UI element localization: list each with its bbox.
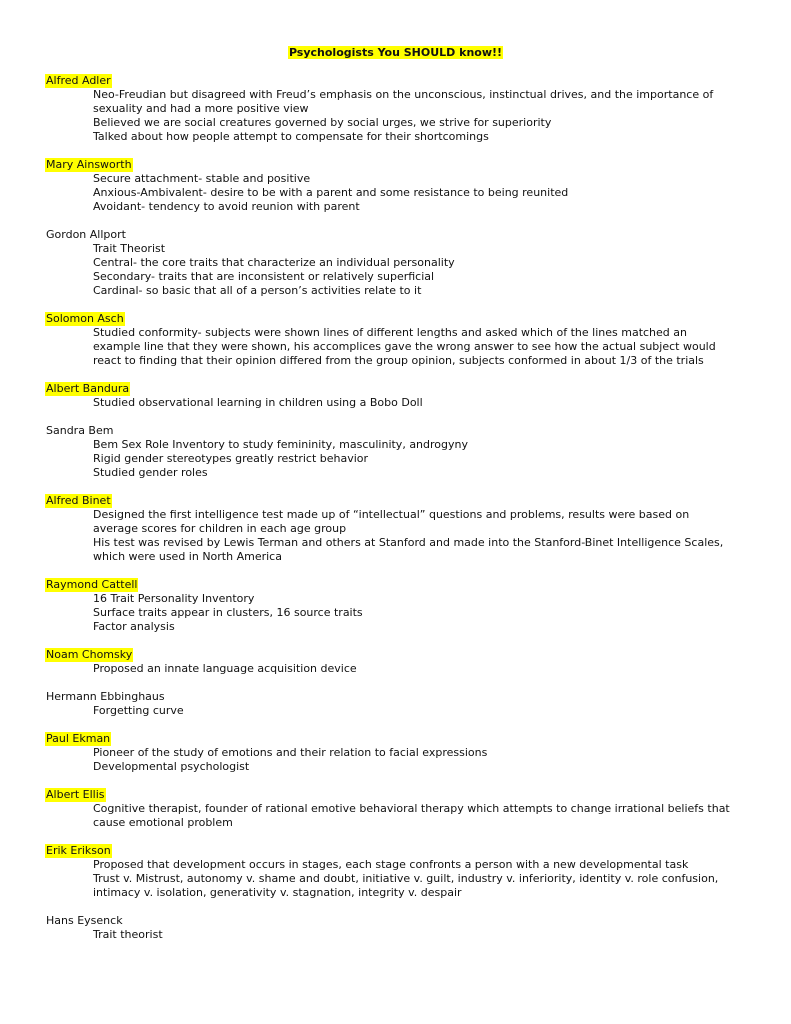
note-line: Cardinal- so basic that all of a person’s activities relate to it xyxy=(93,284,422,297)
note-line: Surface traits appear in clusters, 16 source traits xyxy=(93,606,363,619)
psychologist-notes xyxy=(46,662,736,676)
psychologist-entry xyxy=(46,382,736,410)
note-line: Secure attachment- stable and positive xyxy=(93,172,311,185)
psychologist-name-row xyxy=(46,914,736,928)
psychologist-list xyxy=(46,74,736,956)
psychologist-notes xyxy=(46,172,736,214)
note-line: Designed the first intelligence test made up of “intellectual” questions and problems, results were based on average scores for children in each age group xyxy=(93,508,690,535)
psychologist-entry xyxy=(46,228,736,298)
psychologist-name: Hermann Ebbinghaus xyxy=(46,690,165,703)
psychologist-entry xyxy=(46,578,736,634)
note-line: Studied observational learning in children using a Bobo Doll xyxy=(93,396,423,409)
psychologist-entry xyxy=(46,732,736,774)
note-line: Avoidant- tendency to avoid reunion with parent xyxy=(93,200,360,213)
psychologist-name-row xyxy=(46,732,736,746)
note-line: Trust v. Mistrust, autonomy v. shame and doubt, initiative v. guilt, industry v. inferiority, identity v. role confusion, intimacy v. isolation, generativity v. stagnation, integrity v. despair xyxy=(93,872,719,899)
note-line: Anxious-Ambivalent- desire to be with a parent and some resistance to being reunited xyxy=(93,186,569,199)
note-line: Secondary- traits that are inconsistent or relatively superficial xyxy=(93,270,435,283)
psychologist-name-row xyxy=(46,648,736,662)
note-line: Factor analysis xyxy=(93,620,175,633)
psychologist-entry xyxy=(46,690,736,718)
psychologist-entry xyxy=(46,424,736,480)
psychologist-name-row xyxy=(46,228,736,242)
psychologist-notes xyxy=(46,396,736,410)
note-line: Proposed that development occurs in stages, each stage confronts a person with a new developmental task xyxy=(93,858,689,871)
psychologist-name: Solomon Asch xyxy=(46,312,124,325)
psychologist-name-row xyxy=(46,844,736,858)
psychologist-name: Paul Ekman xyxy=(46,732,111,745)
psychologist-notes xyxy=(46,326,736,368)
note-line: His test was revised by Lewis Terman and others at Stanford and made into the Stanford-Binet Intelligence Scales, which were used in North America xyxy=(93,536,724,563)
psychologist-name-row xyxy=(46,494,736,508)
psychologist-name-row xyxy=(46,424,736,438)
note-line: Neo-Freudian but disagreed with Freud’s emphasis on the unconscious, instinctual drives, and the importance of sexuality and had a more positive view xyxy=(93,88,714,115)
psychologist-name: Alfred Binet xyxy=(46,494,111,507)
psychologist-entry xyxy=(46,914,736,942)
psychologist-entry xyxy=(46,158,736,214)
note-line: Trait Theorist xyxy=(93,242,166,255)
psychologist-notes xyxy=(46,508,736,564)
psychologist-name-row xyxy=(46,158,736,172)
psychologist-notes xyxy=(46,802,736,830)
note-line: Believed we are social creatures governed by social urges, we strive for superiority xyxy=(93,116,552,129)
psychologist-name-row xyxy=(46,74,736,88)
psychologist-name: Hans Eysenck xyxy=(46,914,123,927)
psychologist-entry xyxy=(46,788,736,830)
psychologist-notes xyxy=(46,88,736,144)
note-line: Studied gender roles xyxy=(93,466,208,479)
note-line: Central- the core traits that characterize an individual personality xyxy=(93,256,455,269)
note-line: Trait theorist xyxy=(93,928,163,941)
psychologist-notes xyxy=(46,704,736,718)
psychologist-name: Albert Bandura xyxy=(46,382,130,395)
psychologist-name: Sandra Bem xyxy=(46,424,114,437)
note-line: Pioneer of the study of emotions and their relation to facial expressions xyxy=(93,746,488,759)
psychologist-name: Noam Chomsky xyxy=(46,648,133,661)
psychologist-name-row xyxy=(46,578,736,592)
note-line: Forgetting curve xyxy=(93,704,184,717)
title-row xyxy=(0,46,791,60)
psychologist-name: Mary Ainsworth xyxy=(46,158,132,171)
psychologist-entry xyxy=(46,844,736,900)
psychologist-notes xyxy=(46,242,736,298)
note-line: Developmental psychologist xyxy=(93,760,250,773)
note-line: Studied conformity- subjects were shown lines of different lengths and asked which of the lines matched an example line that they were shown, his accomplices gave the wrong answer to see how the actual subject would react to finding that their opinion differed from the group opinion, subjects conformed in about 1/3 of the trials xyxy=(93,326,716,367)
psychologist-notes xyxy=(46,858,736,900)
note-line: Bem Sex Role Inventory to study femininity, masculinity, androgyny xyxy=(93,438,468,451)
psychologist-entry xyxy=(46,74,736,144)
psychologist-entry xyxy=(46,312,736,368)
note-line: Talked about how people attempt to compensate for their shortcomings xyxy=(93,130,489,143)
psychologist-notes xyxy=(46,592,736,634)
psychologist-name: Raymond Cattell xyxy=(46,578,138,591)
note-line: Cognitive therapist, founder of rational emotive behavioral therapy which attempts to change irrational beliefs that cause emotional problem xyxy=(93,802,730,829)
psychologist-name-row xyxy=(46,788,736,802)
document-title: Psychologists You SHOULD know!! xyxy=(288,46,503,59)
psychologist-name: Erik Erikson xyxy=(46,844,111,857)
note-line: Proposed an innate language acquisition device xyxy=(93,662,357,675)
note-line: 16 Trait Personality Inventory xyxy=(93,592,255,605)
psychologist-name: Albert Ellis xyxy=(46,788,105,801)
psychologist-name-row xyxy=(46,382,736,396)
psychologist-notes xyxy=(46,928,736,942)
psychologist-name: Gordon Allport xyxy=(46,228,126,241)
note-line: Rigid gender stereotypes greatly restrict behavior xyxy=(93,452,369,465)
psychologist-name-row xyxy=(46,312,736,326)
psychologist-entry xyxy=(46,648,736,676)
psychologist-notes xyxy=(46,438,736,480)
psychologist-name-row xyxy=(46,690,736,704)
psychologist-entry xyxy=(46,494,736,564)
psychologist-notes xyxy=(46,746,736,774)
psychologist-name: Alfred Adler xyxy=(46,74,111,87)
